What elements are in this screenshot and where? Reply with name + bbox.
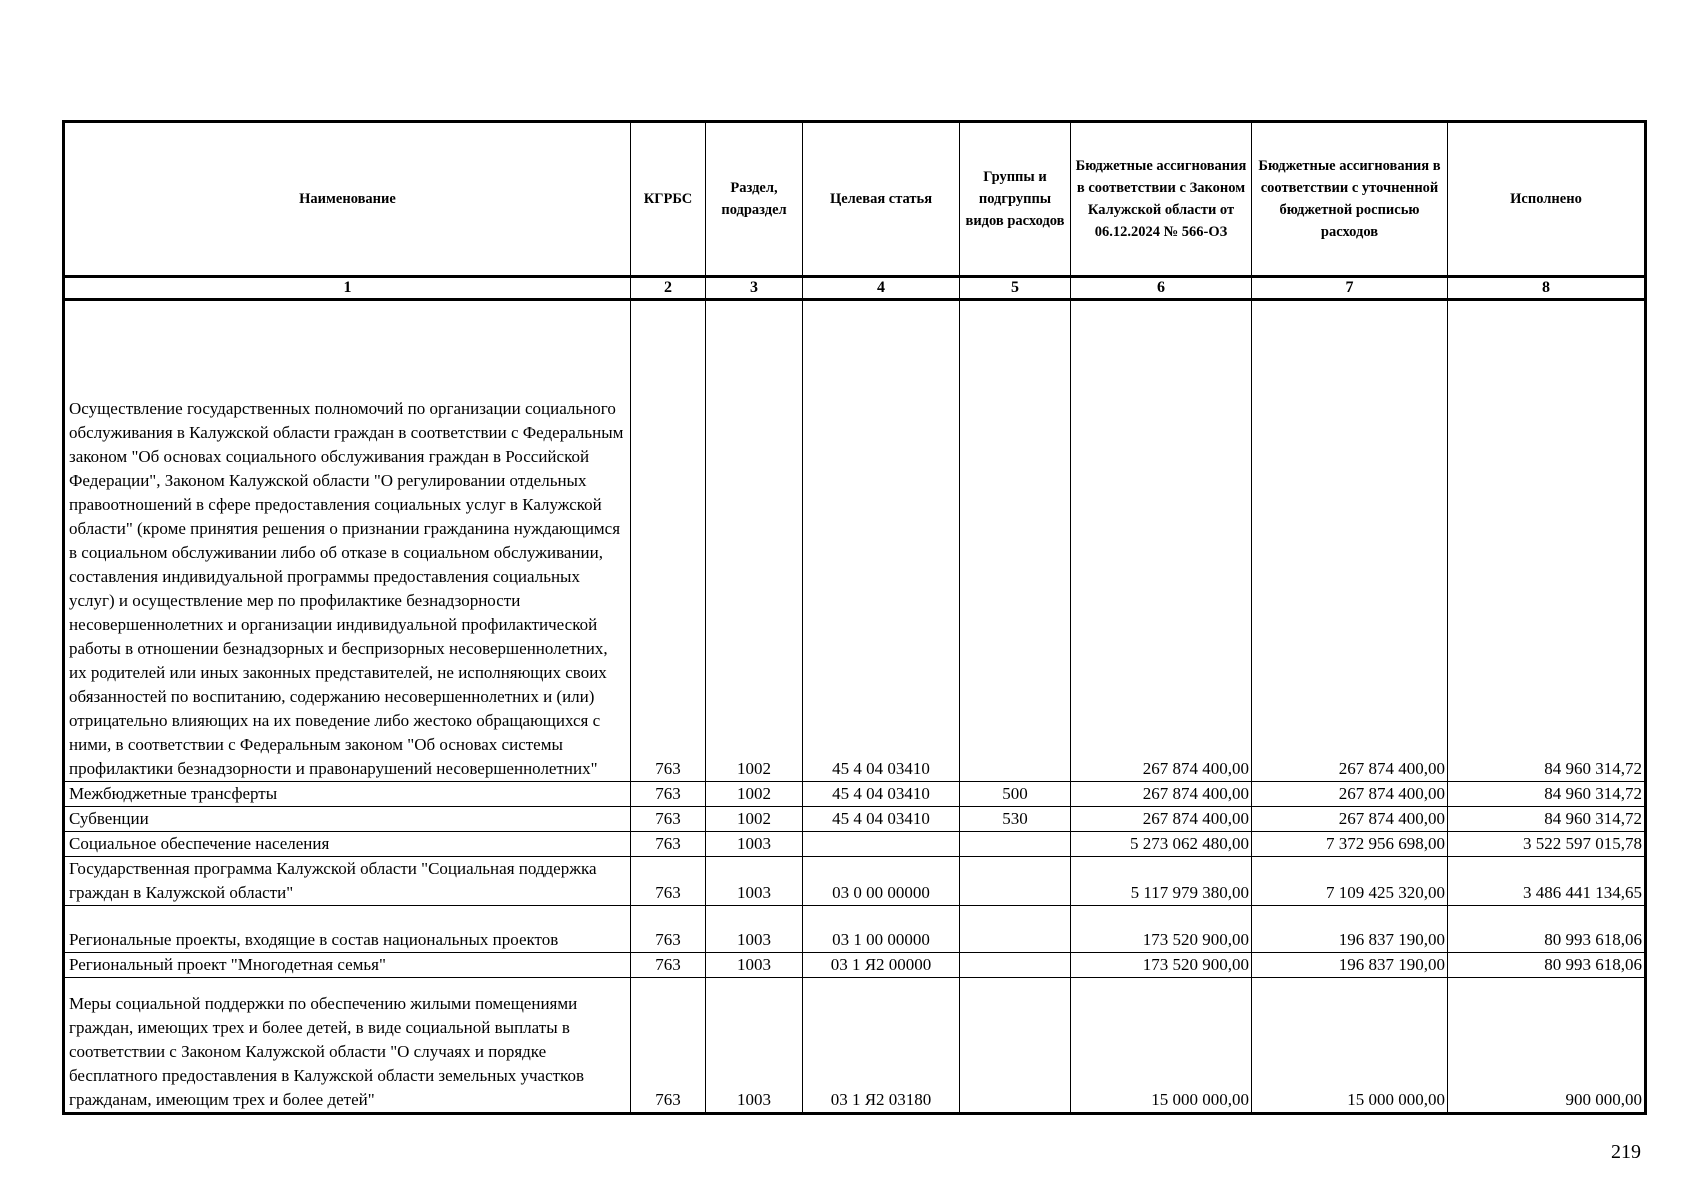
row-razdel: 1003 xyxy=(706,978,803,1114)
budget-table-sheet xyxy=(62,120,1644,1115)
row-law-amount: 5 273 062 480,00 xyxy=(1071,832,1252,857)
row-name: Меры социальной поддержки по обеспечению жилыми помещениями граждан, имеющих трех и более детей, в виде социальной выплаты в соответствии с Законом Калужской области "О случаях и порядке бесплатного предоставления в Калужской области земельных участков гражданам, имеющим трех и более детей" xyxy=(64,978,631,1114)
row-expense-group: 500 xyxy=(960,782,1071,807)
row-razdel: 1003 xyxy=(706,832,803,857)
column-number: 3 xyxy=(706,277,803,300)
row-expense-group: 530 xyxy=(960,807,1071,832)
row-expense-group xyxy=(960,832,1071,857)
row-target-article: 03 0 00 00000 xyxy=(803,857,960,906)
row-executed-amount: 900 000,00 xyxy=(1448,978,1646,1114)
page-number: 219 xyxy=(1611,1141,1641,1163)
row-name: Региональный проект "Многодетная семья" xyxy=(64,953,631,978)
row-name: Осуществление государственных полномочий по организации социального обслуживания в Калужской области граждан в соответствии с Федеральным законом "Об основах социального обслуживания граждан в Российской Федерации", Законом Калужской области "О регулировании отдельных правоотношений в сфере предоставления социальных услуг в Калужской области" (кроме принятия решения о признании гражданина нуждающимся в социальном обслуживании либо об отказе в социальном обслуживании, составления индивидуальной программы предоставления социальных услуг) и осуществление мер по профилактике безнадзорности несовершеннолетних и организации индивидуальной профилактической работы в отношении безнадзорных и беспризорных несовершеннолетних, их родителей или иных законных представителей, не исполняющих своих обязанностей по воспитанию, содержанию несовершеннолетних и (или) отрицательно влияющих на их поведение либо жестоко обращающихся с ними, в соответствии с Федеральным законом "Об основах системы профилактики безнадзорности и правонарушений несовершеннолетних" xyxy=(64,300,631,782)
row-schedule-amount: 267 874 400,00 xyxy=(1252,300,1448,782)
table-row xyxy=(64,300,1646,782)
table-row xyxy=(64,906,1646,953)
table-row xyxy=(64,807,1646,832)
row-razdel: 1002 xyxy=(706,300,803,782)
row-expense-group xyxy=(960,300,1071,782)
row-executed-amount: 84 960 314,72 xyxy=(1448,807,1646,832)
row-law-amount: 267 874 400,00 xyxy=(1071,300,1252,782)
row-target-article: 03 1 Я2 00000 xyxy=(803,953,960,978)
header-executed: Исполнено xyxy=(1448,122,1646,277)
column-number: 7 xyxy=(1252,277,1448,300)
row-name: Субвенции xyxy=(64,807,631,832)
row-kgrbs: 763 xyxy=(631,857,706,906)
row-law-amount: 173 520 900,00 xyxy=(1071,953,1252,978)
row-kgrbs: 763 xyxy=(631,906,706,953)
column-number: 4 xyxy=(803,277,960,300)
row-kgrbs: 763 xyxy=(631,953,706,978)
row-schedule-amount: 267 874 400,00 xyxy=(1252,782,1448,807)
row-executed-amount: 84 960 314,72 xyxy=(1448,782,1646,807)
table-row xyxy=(64,857,1646,906)
row-schedule-amount: 7 372 956 698,00 xyxy=(1252,832,1448,857)
row-razdel: 1002 xyxy=(706,782,803,807)
row-name: Межбюджетные трансферты xyxy=(64,782,631,807)
header-expense-groups: Группы и подгруппы видов расходов xyxy=(960,122,1071,277)
row-schedule-amount: 196 837 190,00 xyxy=(1252,953,1448,978)
row-expense-group xyxy=(960,978,1071,1114)
header-kgrbs: КГРБС xyxy=(631,122,706,277)
row-executed-amount: 80 993 618,06 xyxy=(1448,906,1646,953)
header-razdel: Раздел, подраздел xyxy=(706,122,803,277)
column-number-row xyxy=(64,277,1646,300)
row-schedule-amount: 15 000 000,00 xyxy=(1252,978,1448,1114)
row-law-amount: 267 874 400,00 xyxy=(1071,782,1252,807)
row-law-amount: 5 117 979 380,00 xyxy=(1071,857,1252,906)
row-law-amount: 267 874 400,00 xyxy=(1071,807,1252,832)
row-expense-group xyxy=(960,906,1071,953)
row-executed-amount: 3 486 441 134,65 xyxy=(1448,857,1646,906)
column-number: 6 xyxy=(1071,277,1252,300)
column-number: 8 xyxy=(1448,277,1646,300)
row-name: Государственная программа Калужской области "Социальная поддержка граждан в Калужской области" xyxy=(64,857,631,906)
row-razdel: 1003 xyxy=(706,953,803,978)
table-row xyxy=(64,782,1646,807)
table-row xyxy=(64,978,1646,1114)
row-name: Региональные проекты, входящие в состав национальных проектов xyxy=(64,906,631,953)
row-target-article: 45 4 04 03410 xyxy=(803,782,960,807)
budget-table xyxy=(62,120,1647,1115)
column-number: 1 xyxy=(64,277,631,300)
column-number: 2 xyxy=(631,277,706,300)
row-expense-group xyxy=(960,953,1071,978)
header-schedule-allocations: Бюджетные ассигнования в соответствии с уточненной бюджетной росписью расходов xyxy=(1252,122,1448,277)
row-target-article: 03 1 Я2 03180 xyxy=(803,978,960,1114)
row-razdel: 1002 xyxy=(706,807,803,832)
row-name: Социальное обеспечение населения xyxy=(64,832,631,857)
row-razdel: 1003 xyxy=(706,906,803,953)
column-number: 5 xyxy=(960,277,1071,300)
row-kgrbs: 763 xyxy=(631,300,706,782)
row-target-article xyxy=(803,832,960,857)
row-razdel: 1003 xyxy=(706,857,803,906)
row-executed-amount: 80 993 618,06 xyxy=(1448,953,1646,978)
row-schedule-amount: 267 874 400,00 xyxy=(1252,807,1448,832)
row-target-article: 45 4 04 03410 xyxy=(803,300,960,782)
row-kgrbs: 763 xyxy=(631,782,706,807)
row-kgrbs: 763 xyxy=(631,832,706,857)
row-expense-group xyxy=(960,857,1071,906)
row-law-amount: 15 000 000,00 xyxy=(1071,978,1252,1114)
table-row xyxy=(64,832,1646,857)
table-header-row xyxy=(64,122,1646,277)
row-schedule-amount: 7 109 425 320,00 xyxy=(1252,857,1448,906)
header-law-allocations: Бюджетные ассигнования в соответствии с Законом Калужской области от 06.12.2024 № 566-ОЗ xyxy=(1071,122,1252,277)
row-schedule-amount: 196 837 190,00 xyxy=(1252,906,1448,953)
row-target-article: 45 4 04 03410 xyxy=(803,807,960,832)
header-target-article: Целевая статья xyxy=(803,122,960,277)
header-name: Наименование xyxy=(64,122,631,277)
row-kgrbs: 763 xyxy=(631,807,706,832)
row-executed-amount: 84 960 314,72 xyxy=(1448,300,1646,782)
row-kgrbs: 763 xyxy=(631,978,706,1114)
row-law-amount: 173 520 900,00 xyxy=(1071,906,1252,953)
row-target-article: 03 1 00 00000 xyxy=(803,906,960,953)
row-executed-amount: 3 522 597 015,78 xyxy=(1448,832,1646,857)
table-row xyxy=(64,953,1646,978)
